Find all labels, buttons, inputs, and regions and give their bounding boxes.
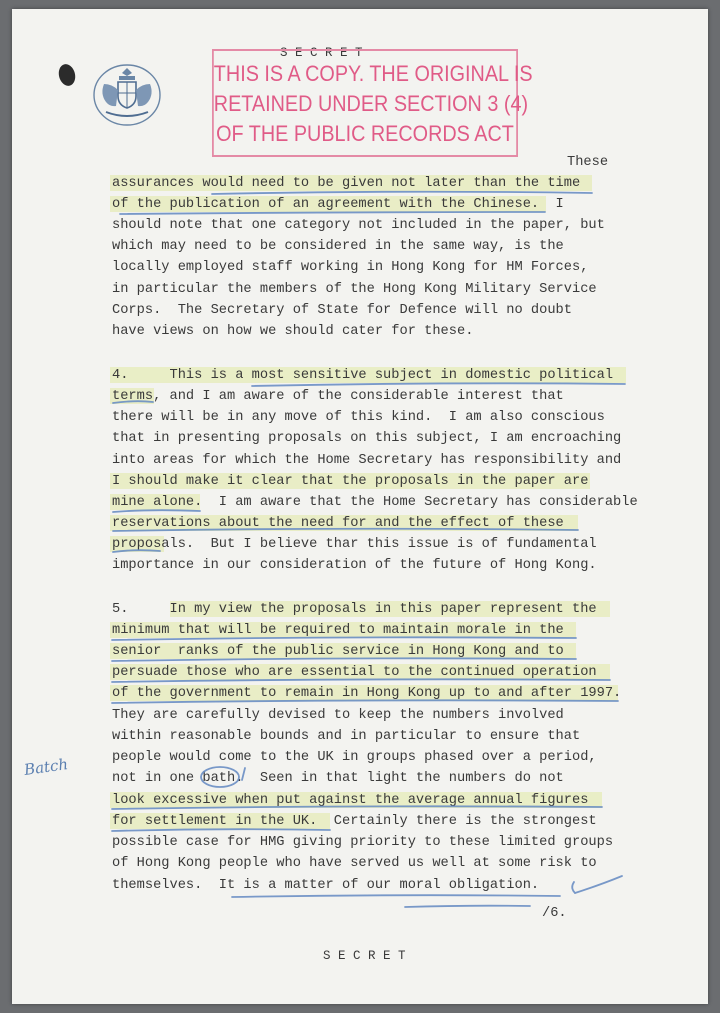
text-line: I should make it clear that the proposals in the paper are xyxy=(112,474,589,489)
text-line: reservations about the need for and the effect of these xyxy=(112,516,564,531)
text-line: of Hong Kong people who have served us well at some risk to xyxy=(112,856,597,871)
text-line: in particular the members of the Hong Kong Military Service xyxy=(112,282,597,297)
text-line: into areas for which the Home Secretary has responsibility and xyxy=(112,453,622,468)
text-line: They are carefully devised to keep the numbers involved xyxy=(112,708,564,723)
text-line: proposals. But I believe thar this issue is of fundamental xyxy=(112,537,597,552)
page-continuation-marker: /6. xyxy=(542,906,567,921)
text-line: locally employed staff working in Hong Kong for HM Forces, xyxy=(112,260,589,275)
text-line: of the government to remain in Hong Kong up to and after 1997. xyxy=(112,686,622,701)
text-line: themselves. It is a matter of our moral obligation. xyxy=(112,878,540,893)
text-line: there will be in any move of this kind. I am also conscious xyxy=(112,410,605,425)
text-line: within reasonable bounds and in particular to ensure that xyxy=(112,729,581,744)
text-line: should note that one category not included in the paper, but xyxy=(112,218,605,233)
text-line: people would come to the UK in groups phased over a period, xyxy=(112,750,597,765)
classification-bottom: S E C R E T xyxy=(323,949,406,963)
text-line: 5. In my view the proposals in this paper represent the xyxy=(112,602,597,617)
text-line: mine alone. I am aware that the Home Secretary has considerable xyxy=(112,495,638,510)
text-line: terms, and I am aware of the considerable interest that xyxy=(112,389,564,404)
text-line: not in one bath. Seen in that light the numbers do not xyxy=(112,771,564,786)
text-line: of the publication of an agreement with the Chinese. I xyxy=(112,197,564,212)
text-line: look excessive when put against the average annual figures xyxy=(112,793,589,808)
text-line: for settlement in the UK. Certainly there is the strongest xyxy=(112,814,597,829)
text-line: 4. This is a most sensitive subject in domestic political xyxy=(112,368,614,383)
handwritten-margin-note: Batch xyxy=(22,755,70,779)
text-line: possible case for HMG giving priority to these limited groups xyxy=(112,835,614,850)
text-line: importance in our consideration of the future of Hong Kong. xyxy=(112,558,597,573)
text-line: which may need to be considered in the same way, is the xyxy=(112,239,564,254)
text-line: Corps. The Secretary of State for Defence will no doubt xyxy=(112,303,572,318)
text-line: persuade those who are essential to the continued operation xyxy=(112,665,597,680)
text-line: that in presenting proposals on this subject, I am encroaching xyxy=(112,431,622,446)
text-line: assurances would need to be given not later than the time xyxy=(112,176,581,191)
stamp-line: THIS IS A COPY. THE ORIGINAL IS xyxy=(213,61,533,86)
text-line: minimum that will be required to maintain morale in the xyxy=(112,623,564,638)
classification-top: S E C R E T xyxy=(280,46,363,60)
stamp-line: OF THE PUBLIC RECORDS ACT xyxy=(216,121,514,146)
text-line: senior ranks of the public service in Hong Kong and to xyxy=(112,644,564,659)
text-line: have views on how we should cater for these. xyxy=(112,324,474,339)
stamp-line: RETAINED UNDER SECTION 3 (4) xyxy=(213,91,529,116)
text-line: These xyxy=(567,155,609,170)
